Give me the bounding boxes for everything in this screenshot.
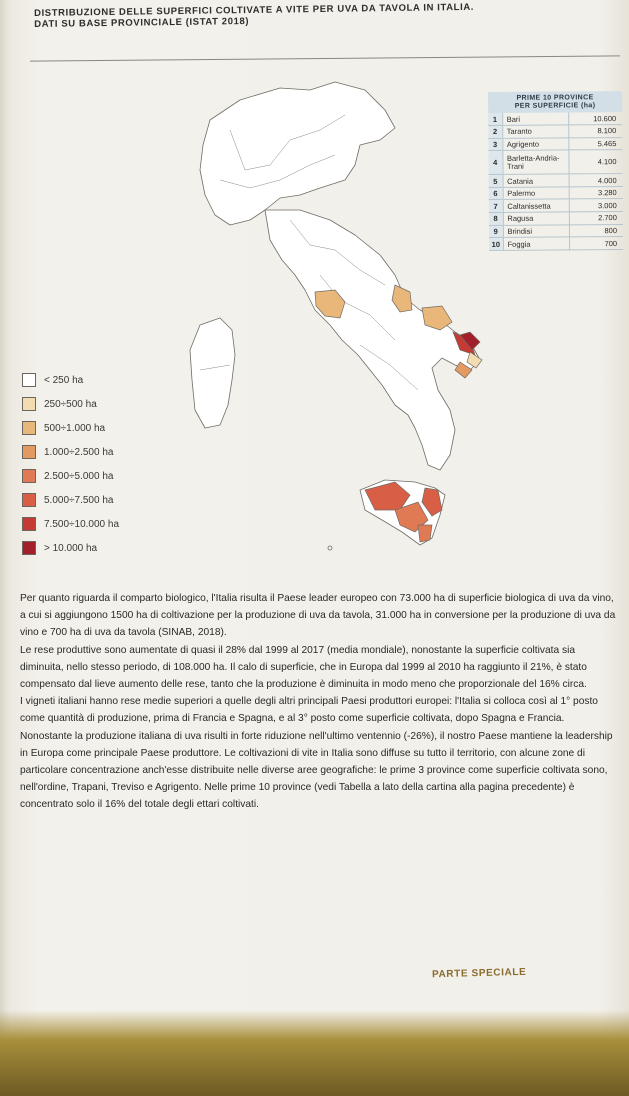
province-cell: Catania	[503, 174, 569, 187]
legend-label: 1.000÷2.500 ha	[44, 446, 114, 458]
legend-swatch	[22, 445, 36, 459]
map-legend	[22, 368, 119, 560]
legend-item	[22, 536, 119, 560]
legend-swatch	[22, 541, 36, 555]
rank-cell: 3	[488, 138, 502, 151]
map-title-line1: DISTRIBUZIONE DELLE SUPERFICI COLTIVATE A VITE PER UVA DA TAVOLA IN ITALIA.	[34, 1, 475, 19]
province-cell: Ragusa	[503, 212, 569, 225]
hectares-cell: 5.465	[568, 137, 622, 150]
legend-item	[22, 512, 119, 536]
map-region-north	[200, 82, 395, 225]
legend-item	[22, 392, 119, 416]
table-row	[488, 125, 622, 139]
legend-item	[22, 464, 119, 488]
page-bottom-shadow	[0, 1010, 629, 1096]
hectares-cell: 2.700	[569, 212, 623, 225]
legend-swatch	[22, 397, 36, 411]
map-island-dot	[328, 546, 332, 550]
legend-item	[22, 368, 119, 392]
section-footer: PARTE SPECIALE	[431, 966, 527, 981]
table-header	[488, 91, 622, 113]
legend-item	[22, 416, 119, 440]
province-cell: Palermo	[503, 187, 569, 200]
table-row	[489, 224, 623, 238]
table-row	[489, 212, 623, 226]
hectares-cell: 8.100	[568, 125, 622, 138]
paragraph-vigneti: I vigneti italiani hanno rese medie superiori a quelle degli altri principali Paesi produttori europei: l'Italia si colloca così al 1° posto come quantità di produzione, prima di Francia e Spagna, e al 3° posto come superficie coltivata, dopo Spagna e Francia.	[20, 696, 598, 725]
table-row	[488, 112, 622, 126]
rank-cell: 9	[489, 225, 503, 238]
rank-cell: 4	[488, 151, 502, 175]
province-cell: Brindisi	[503, 225, 569, 238]
province-cell: Taranto	[502, 125, 568, 138]
legend-label: < 250 ha	[44, 374, 84, 386]
legend-swatch	[22, 517, 36, 531]
top-provinces-table	[488, 91, 623, 251]
map-region-sardinia	[190, 318, 235, 428]
rank-table	[488, 112, 623, 251]
legend-swatch	[22, 493, 36, 507]
hectares-cell: 700	[569, 237, 623, 250]
province-cell: Barletta-Andria-Trani	[502, 150, 568, 174]
legend-label: 250÷500 ha	[44, 398, 97, 410]
legend-swatch	[22, 469, 36, 483]
legend-item	[22, 488, 119, 512]
map-title-line2: DATI SU BASE PROVINCIALE (ISTAT 2018)	[34, 15, 250, 30]
legend-label: 2.500÷5.000 ha	[44, 470, 114, 482]
hectares-cell: 800	[569, 224, 623, 237]
rank-cell: 6	[489, 187, 503, 200]
rank-cell: 1	[488, 113, 502, 126]
hectares-cell: 4.000	[569, 174, 623, 187]
hectares-cell: 3.280	[569, 186, 623, 199]
hectares-cell: 3.000	[569, 199, 623, 212]
province-cell: Foggia	[503, 237, 569, 250]
legend-label: 500÷1.000 ha	[44, 422, 106, 434]
rank-cell: 7	[489, 200, 503, 213]
legend-label: > 10.000 ha	[44, 542, 98, 554]
province-cell: Agrigento	[502, 138, 568, 151]
table-header-line1: PRIME 10 PROVINCE	[516, 94, 594, 102]
table-header-line2: PER SUPERFICIE (ha)	[514, 102, 596, 110]
map-province-shaded	[418, 525, 432, 542]
table-row	[488, 150, 622, 175]
hectares-cell: 10.600	[568, 112, 622, 125]
rank-cell: 5	[489, 175, 503, 188]
paragraph-rese: Le rese produttive sono aumentate di quasi il 28% dal 1999 al 2017 (media mondiale), nonostante la superficie coltivata sia diminuita, nello stesso periodo, di 108.000 ha. Il calo di superficie, che in Europa dal 1999 al 2010 ha raggiunto il 21%, è stato compensato dal lieve aumento delle rese, tanto che la produzione è diminuita in modo meno che proporzionale del 16% circa.	[20, 644, 587, 691]
legend-label: 5.000÷7.500 ha	[44, 494, 114, 506]
table-row	[489, 199, 623, 213]
rank-cell: 10	[489, 238, 503, 251]
rank-cell: 2	[488, 125, 502, 138]
body-text	[20, 590, 618, 814]
paragraph-biologico: Per quanto riguarda il comparto biologico, l'Italia risulta il Paese leader europeo con 73.000 ha di superficie biologica di uva da vino, a cui si aggiungono 1500 ha di coltivazione per la produzione di uva da tavola, 31.000 ha in conversione per la produzione di uva da vino e 700 ha di uva da tavola (SINAB, 2018).	[20, 593, 616, 639]
province-cell: Caltanissetta	[503, 199, 569, 212]
legend-swatch	[22, 421, 36, 435]
legend-label: 7.500÷10.000 ha	[44, 518, 119, 530]
table-row	[489, 174, 623, 188]
province-cell: Bari	[502, 112, 568, 125]
table-row	[489, 186, 623, 200]
italy-map	[170, 70, 490, 570]
legend-item	[22, 440, 119, 464]
rank-cell: 8	[489, 212, 503, 225]
hectares-cell: 4.100	[568, 150, 622, 174]
table-row	[489, 237, 623, 251]
map-region-peninsula	[265, 210, 480, 470]
legend-swatch	[22, 373, 36, 387]
table-row	[488, 137, 622, 151]
paragraph-produzione: Nonostante la produzione italiana di uva risulti in forte riduzione nell'ultimo ventennio (-26%), il nostro Paese mantiene la leadership in Europa come principale Paese produttore. Le coltivazioni di vite in Italia sono diffuse su tutto il territorio, con alcune zone di particolare concentrazione anch'esse distribuite nelle diverse aree geografiche: le prime 3 province come superficie coltivata sono, nell'ordine, Trapani, Treviso e Agrigento. Nelle prime 10 province (vedi Tabella a lato della cartina alla pagina precedente) è concentrato solo il 16% del totale degli ettari coltivati.	[20, 730, 613, 811]
